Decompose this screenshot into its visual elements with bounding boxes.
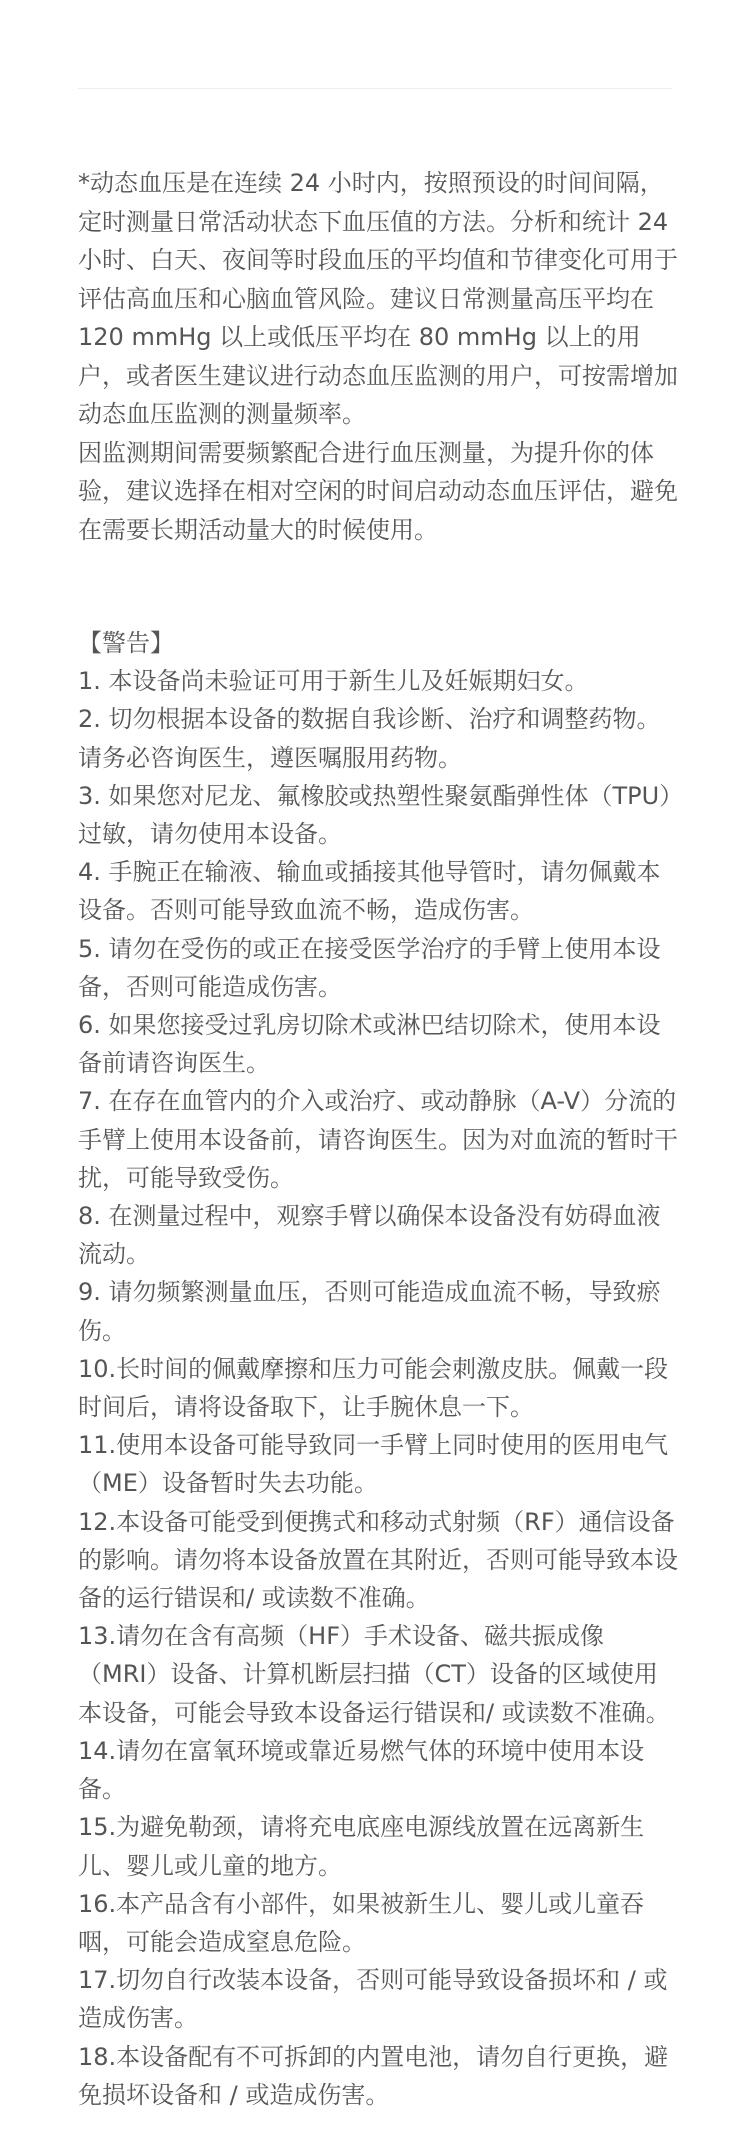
warning-item-13: 13.请勿在含有高频（HF）手术设备、磁共振成像（MRI）设备、计算机断层扫描（CT）设备的区域使用本设备，可能会导致本设备运行错误和/ 或读数不准确。 xyxy=(78,1622,670,1727)
warning-item-4: 4. 手腕正在输液、输血或插接其他导管时，请勿佩戴本设备。否则可能导致血流不畅，造成伤害。 xyxy=(78,858,661,925)
warning-item-3: 3. 如果您对尼龙、氟橡胶或热塑性聚氨酯弹性体（TPU）过敏，请勿使用本设备。 xyxy=(78,781,672,849)
warning-item-14: 14.请勿在富氧环境或靠近易燃气体的环境中使用本设备。 xyxy=(78,1736,645,1804)
warning-item-1: 1. 本设备尚未验证可用于新生儿及妊娠期妇女。 xyxy=(78,667,589,696)
warning-item-15: 15.为避免勒颈，请将充电底座电源线放置在远离新生儿、婴儿或儿童的地方。 xyxy=(78,1813,645,1880)
warning-item-18: 18.本设备配有不可拆卸的内置电池，请勿自行更换，避免损坏设备和 / 或造成伤害。 xyxy=(78,2042,669,2109)
warning-item-12: 12.本设备可能受到便携式和移动式射频（RF）通信设备的影响。请勿将本设备放置在其附近，否则可能导致本设备的运行错误和/ 或读数不准确。 xyxy=(78,1507,678,1613)
warning-heading: 【警告】 xyxy=(78,629,174,657)
warning-item-9: 9. 请勿频繁测量血压，否则可能造成血流不畅，导致瘀伤。 xyxy=(78,1278,661,1345)
warning-item-2: 2. 切勿根据本设备的数据自我诊断、治疗和调整药物。请务必咨询医生，遵医嘱服用药物。 xyxy=(78,705,661,772)
warning-item-16: 16.本产品含有小部件，如果被新生儿、婴儿或儿童吞咽，可能会造成窒息危险。 xyxy=(78,1889,645,1956)
top-divider xyxy=(78,88,672,89)
warning-item-11: 11.使用本设备可能导致同一手臂上同时使用的医用电气（ME）设备暂时失去功能。 xyxy=(78,1431,669,1498)
warning-item-17: 17.切勿自行改装本设备，否则可能导致设备损坏和 / 或造成伤害。 xyxy=(78,1966,668,2033)
warning-item-10: 10.长时间的佩戴摩擦和压力可能会刺激皮肤。佩戴一段时间后，请将设备取下，让手腕休息一下。 xyxy=(78,1354,669,1422)
warning-section xyxy=(78,624,678,2114)
warning-item-5: 5. 请勿在受伤的或正在接受医学治疗的手臂上使用本设备，否则可能造成伤害。 xyxy=(78,934,661,1001)
warning-item-7: 7. 在存在血管内的介入或治疗、或动静脉（A-V）分流的手臂上使用本设备前，请咨询医生。因为对血流的暂时干扰，可能导致受伤。 xyxy=(78,1087,678,1192)
intro-paragraph-2: 因监测期间需要频繁配合进行血压测量，为提升你的体验，建议选择在相对空闲的时间启动动态血压评估，避免在需要长期活动量大的时候使用。 xyxy=(78,438,678,544)
intro-section xyxy=(78,164,678,549)
warning-item-6: 6. 如果您接受过乳房切除术或淋巴结切除术，使用本设备前请咨询医生。 xyxy=(78,1011,661,1078)
warning-item-8: 8. 在测量过程中，观察手臂以确保本设备没有妨碍血液流动。 xyxy=(78,1202,661,1269)
intro-paragraph-1: *动态血压是在连续 24 小时内，按照预设的时间间隔，定时测量日常活动状态下血压值的方法。分析和统计 24 小时、白天、夜间等时段血压的平均值和节律变化可用于评估高血压和心脑血管风险。建议日常测量高压平均在 120 mmHg 以上或低压平均在 80 mmHg 以上的用户，或者医生建议进行动态血压监测的用户，可按需增加动态血压监测的测量频率。 xyxy=(78,169,678,428)
